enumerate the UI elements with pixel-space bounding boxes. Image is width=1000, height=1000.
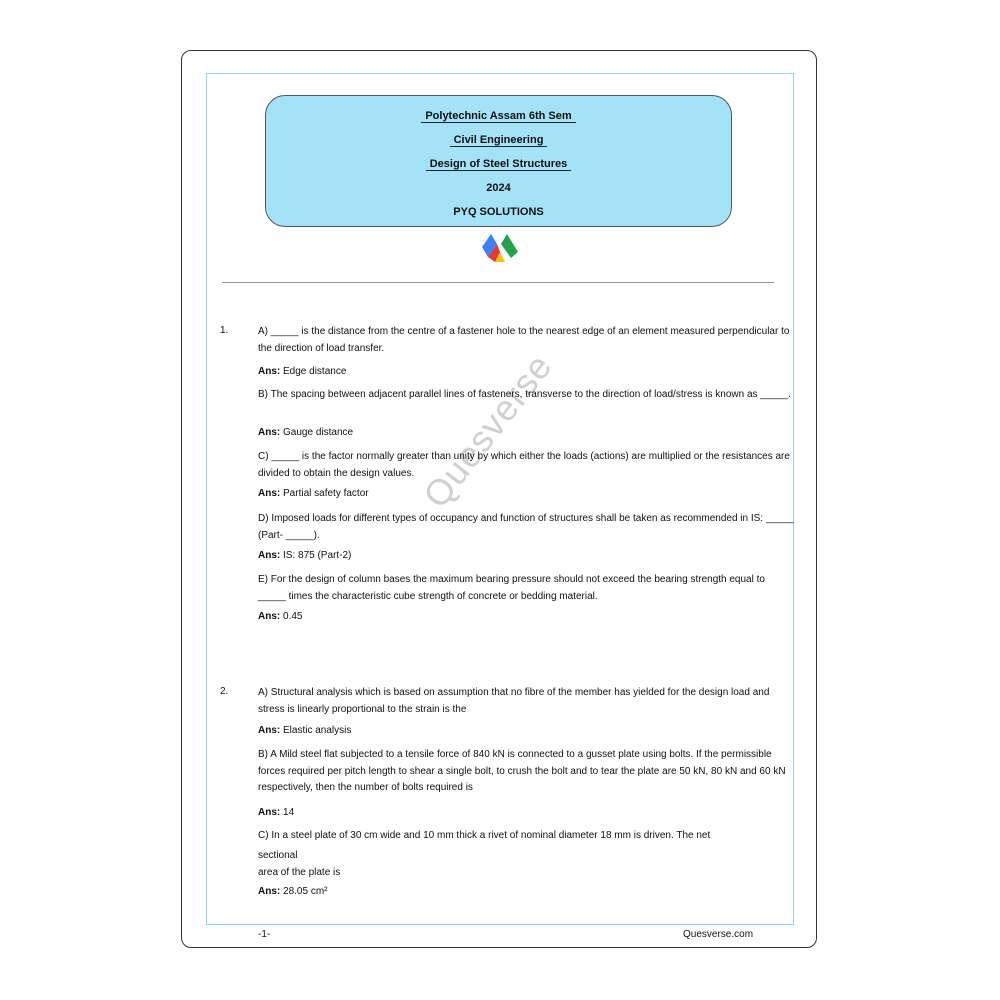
header-institution: Polytechnic Assam 6th Sem bbox=[266, 110, 731, 123]
quesverse-logo-icon bbox=[481, 232, 519, 264]
header-divider bbox=[222, 282, 774, 283]
answer: Ans: Gauge distance bbox=[258, 427, 354, 438]
answer: Ans: IS: 875 (Part-2) bbox=[258, 550, 352, 561]
question-text: A) _____ is the distance from the centre of a fastener hole to the nearest edge of an element measured perpendicular to the direction of load transfer. bbox=[258, 326, 790, 354]
answer: Ans: Partial safety factor bbox=[258, 488, 369, 499]
answer: Ans: 0.45 bbox=[258, 611, 303, 622]
question-text: B) The spacing between adjacent parallel lines of fasteners, transverse to the direction of load/stress is known as _____. bbox=[258, 389, 791, 400]
question-text: A) Structural analysis which is based on assumption that no fibre of the member has yielded for the design load and stress is linearly proportional to the strain is the bbox=[258, 687, 770, 715]
answer: Ans: Elastic analysis bbox=[258, 725, 352, 736]
footer-site-link[interactable]: Quesverse.com bbox=[683, 929, 754, 940]
question-text: D) Imposed loads for different types of occupancy and function of structures shall be taken as recommended in IS: _____ (Part- _____). bbox=[258, 513, 794, 541]
header-type: PYQ SOLUTIONS bbox=[453, 206, 544, 218]
header-year: 2024 bbox=[486, 182, 511, 194]
question-text: C) _____ is the factor normally greater than unity by which either the loads (actions) are multiplied or the resistances are divided to obtain the design values. bbox=[258, 451, 790, 479]
answer: Ans: Edge distance bbox=[258, 366, 347, 377]
question-text: area of the plate is bbox=[258, 867, 341, 878]
question-number: 2. bbox=[220, 686, 229, 697]
header-subject: Design of Steel Structures bbox=[266, 158, 731, 171]
question-text: C) In a steel plate of 30 cm wide and 10 mm thick a rivet of nominal diameter 18 mm is driven. The net bbox=[258, 830, 711, 841]
page-number: -1- bbox=[258, 929, 271, 940]
question-text: sectional bbox=[258, 850, 298, 861]
question-text: E) For the design of column bases the maximum bearing pressure should not exceed the bearing strength equal to _____ times the characteristic cube strength of concrete or bedding material. bbox=[258, 574, 765, 602]
title-box bbox=[265, 95, 732, 227]
question-text: B) A Mild steel flat subjected to a tensile force of 840 kN is connected to a gusset plate using bolts. If the permissible forces required per pitch length to shear a single bolt, to crush the bolt and to tear the plate are 50 kN, 80 kN and 60 kN respectively, then the number of bolts required is bbox=[258, 749, 786, 793]
watermark: Quesverse bbox=[415, 345, 561, 516]
question-number: 1. bbox=[220, 325, 229, 336]
answer: Ans: 28.05 cm² bbox=[258, 886, 328, 897]
answer: Ans: 14 bbox=[258, 807, 295, 818]
header-branch: Civil Engineering bbox=[266, 134, 731, 147]
